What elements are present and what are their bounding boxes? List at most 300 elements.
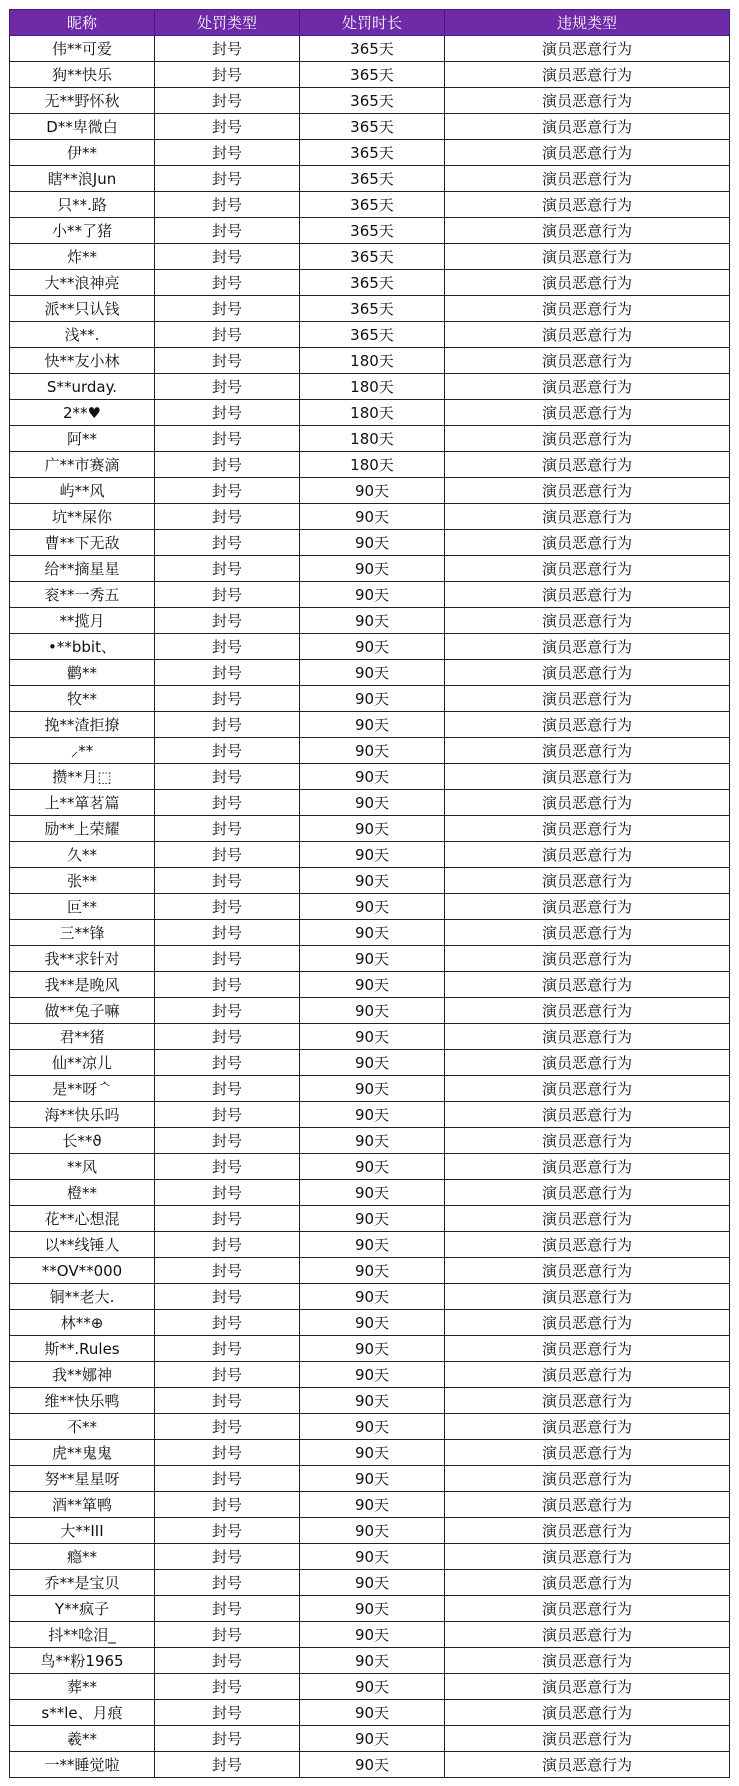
- cell-penalty-duration: 90天: [300, 1440, 445, 1466]
- cell-nickname: 阿**: [10, 426, 155, 452]
- cell-violation-type: 演员恶意行为: [445, 270, 730, 296]
- cell-penalty-duration: 90天: [300, 1570, 445, 1596]
- cell-violation-type: 演员恶意行为: [445, 88, 730, 114]
- cell-violation-type: 演员恶意行为: [445, 946, 730, 972]
- cell-penalty-duration: 90天: [300, 816, 445, 842]
- cell-penalty-duration: 90天: [300, 920, 445, 946]
- cell-penalty-type: 封号: [155, 1050, 300, 1076]
- cell-penalty-duration: 365天: [300, 322, 445, 348]
- table-row: [10, 816, 730, 842]
- cell-penalty-type: 封号: [155, 504, 300, 530]
- cell-violation-type: 演员恶意行为: [445, 1128, 730, 1154]
- cell-penalty-type: 封号: [155, 114, 300, 140]
- cell-violation-type: 演员恶意行为: [445, 1466, 730, 1492]
- table-row: [10, 1596, 730, 1622]
- cell-penalty-duration: 90天: [300, 946, 445, 972]
- cell-penalty-type: 封号: [155, 660, 300, 686]
- cell-nickname: 炸**: [10, 244, 155, 270]
- cell-penalty-type: 封号: [155, 868, 300, 894]
- table-header-row: [10, 10, 730, 36]
- cell-nickname: 浅**.: [10, 322, 155, 348]
- table-row: [10, 478, 730, 504]
- table-row: [10, 1336, 730, 1362]
- cell-penalty-type: 封号: [155, 1258, 300, 1284]
- cell-penalty-type: 封号: [155, 608, 300, 634]
- cell-nickname: 伟**可爱: [10, 36, 155, 62]
- table-row: [10, 556, 730, 582]
- cell-penalty-duration: 180天: [300, 426, 445, 452]
- table-row: [10, 296, 730, 322]
- cell-nickname: 广**市赛滴: [10, 452, 155, 478]
- cell-violation-type: 演员恶意行为: [445, 1310, 730, 1336]
- table-row: [10, 1466, 730, 1492]
- cell-violation-type: 演员恶意行为: [445, 686, 730, 712]
- cell-violation-type: 演员恶意行为: [445, 1648, 730, 1674]
- cell-penalty-type: 封号: [155, 764, 300, 790]
- cell-penalty-type: 封号: [155, 972, 300, 998]
- cell-penalty-type: 封号: [155, 1206, 300, 1232]
- table-row: [10, 1102, 730, 1128]
- cell-penalty-type: 封号: [155, 634, 300, 660]
- cell-penalty-duration: 90天: [300, 998, 445, 1024]
- cell-penalty-type: 封号: [155, 1674, 300, 1700]
- table-row: [10, 36, 730, 62]
- cell-penalty-duration: 90天: [300, 530, 445, 556]
- cell-penalty-type: 封号: [155, 322, 300, 348]
- cell-violation-type: 演员恶意行为: [445, 36, 730, 62]
- cell-violation-type: 演员恶意行为: [445, 166, 730, 192]
- cell-penalty-type: 封号: [155, 1752, 300, 1778]
- cell-nickname: 快**友小林: [10, 348, 155, 374]
- cell-violation-type: 演员恶意行为: [445, 322, 730, 348]
- cell-nickname: 三**锋: [10, 920, 155, 946]
- table-row: [10, 1128, 730, 1154]
- cell-nickname: 不**: [10, 1414, 155, 1440]
- table-row: [10, 374, 730, 400]
- cell-penalty-duration: 90天: [300, 608, 445, 634]
- cell-penalty-type: 封号: [155, 1180, 300, 1206]
- cell-nickname: 是**呀ᄾ: [10, 1076, 155, 1102]
- cell-penalty-duration: 90天: [300, 1700, 445, 1726]
- cell-penalty-type: 封号: [155, 1726, 300, 1752]
- cell-nickname: 牧**: [10, 686, 155, 712]
- cell-violation-type: 演员恶意行为: [445, 1596, 730, 1622]
- cell-nickname: **风: [10, 1154, 155, 1180]
- table-row: [10, 504, 730, 530]
- cell-violation-type: 演员恶意行为: [445, 1544, 730, 1570]
- table-row: [10, 868, 730, 894]
- cell-nickname: 瞎**浪Jun: [10, 166, 155, 192]
- cell-penalty-type: 封号: [155, 452, 300, 478]
- cell-penalty-type: 封号: [155, 1232, 300, 1258]
- cell-nickname: 我**是晚风: [10, 972, 155, 998]
- cell-penalty-duration: 365天: [300, 140, 445, 166]
- table-row: [10, 1518, 730, 1544]
- cell-penalty-duration: 90天: [300, 1726, 445, 1752]
- cell-violation-type: 演员恶意行为: [445, 400, 730, 426]
- header-penalty-type: 处罚类型: [155, 10, 300, 36]
- cell-penalty-type: 封号: [155, 244, 300, 270]
- cell-violation-type: 演员恶意行为: [445, 62, 730, 88]
- table-row: [10, 166, 730, 192]
- table-row: [10, 1440, 730, 1466]
- cell-nickname: 大**III: [10, 1518, 155, 1544]
- table-row: [10, 62, 730, 88]
- table-row: [10, 608, 730, 634]
- cell-penalty-type: 封号: [155, 1414, 300, 1440]
- cell-penalty-type: 封号: [155, 582, 300, 608]
- cell-penalty-duration: 90天: [300, 1284, 445, 1310]
- cell-penalty-duration: 90天: [300, 1180, 445, 1206]
- cell-nickname: 乔**是宝贝: [10, 1570, 155, 1596]
- cell-nickname: 狗**快乐: [10, 62, 155, 88]
- cell-penalty-duration: 90天: [300, 1128, 445, 1154]
- table-row: [10, 686, 730, 712]
- cell-nickname: 曹**下无敌: [10, 530, 155, 556]
- cell-nickname: **OV**000: [10, 1258, 155, 1284]
- cell-penalty-duration: 180天: [300, 400, 445, 426]
- header-violation-type: 违规类型: [445, 10, 730, 36]
- cell-nickname: 我**求针对: [10, 946, 155, 972]
- cell-nickname: 2**♥: [10, 400, 155, 426]
- cell-penalty-duration: 90天: [300, 504, 445, 530]
- cell-violation-type: 演员恶意行为: [445, 1258, 730, 1284]
- table-row: [10, 1622, 730, 1648]
- cell-penalty-duration: 90天: [300, 790, 445, 816]
- cell-nickname: 仙**凉儿: [10, 1050, 155, 1076]
- cell-penalty-duration: 365天: [300, 36, 445, 62]
- cell-violation-type: 演员恶意行为: [445, 790, 730, 816]
- table-row: [10, 530, 730, 556]
- table-row: [10, 452, 730, 478]
- cell-violation-type: 演员恶意行为: [445, 634, 730, 660]
- cell-penalty-duration: 90天: [300, 712, 445, 738]
- table-row: [10, 946, 730, 972]
- cell-nickname: 励**上荣耀: [10, 816, 155, 842]
- table-row: [10, 1154, 730, 1180]
- cell-penalty-duration: 90天: [300, 842, 445, 868]
- cell-penalty-type: 封号: [155, 348, 300, 374]
- table-row: [10, 400, 730, 426]
- cell-penalty-duration: 90天: [300, 1752, 445, 1778]
- cell-penalty-type: 封号: [155, 36, 300, 62]
- cell-penalty-type: 封号: [155, 1622, 300, 1648]
- cell-violation-type: 演员恶意行为: [445, 1050, 730, 1076]
- cell-nickname: 张**: [10, 868, 155, 894]
- cell-nickname: 小**了猪: [10, 218, 155, 244]
- cell-penalty-duration: 90天: [300, 1102, 445, 1128]
- table-row: [10, 1388, 730, 1414]
- cell-penalty-duration: 90天: [300, 660, 445, 686]
- cell-nickname: 君**猪: [10, 1024, 155, 1050]
- cell-nickname: 屿**风: [10, 478, 155, 504]
- table-row: [10, 322, 730, 348]
- cell-penalty-duration: 90天: [300, 1648, 445, 1674]
- cell-penalty-duration: 90天: [300, 738, 445, 764]
- cell-penalty-duration: 90天: [300, 1544, 445, 1570]
- cell-nickname: 衮**一秀五: [10, 582, 155, 608]
- cell-violation-type: 演员恶意行为: [445, 738, 730, 764]
- cell-nickname: 酒**箪鸭: [10, 1492, 155, 1518]
- cell-penalty-type: 封号: [155, 1154, 300, 1180]
- cell-violation-type: 演员恶意行为: [445, 1518, 730, 1544]
- cell-violation-type: 演员恶意行为: [445, 426, 730, 452]
- table-row: [10, 1232, 730, 1258]
- cell-violation-type: 演员恶意行为: [445, 504, 730, 530]
- cell-nickname: 斯**.Rules: [10, 1336, 155, 1362]
- cell-nickname: 以**线锤人: [10, 1232, 155, 1258]
- cell-violation-type: 演员恶意行为: [445, 140, 730, 166]
- table-row: [10, 1544, 730, 1570]
- cell-penalty-duration: 180天: [300, 374, 445, 400]
- cell-penalty-type: 封号: [155, 1284, 300, 1310]
- cell-violation-type: 演员恶意行为: [445, 1284, 730, 1310]
- cell-penalty-type: 封号: [155, 894, 300, 920]
- cell-penalty-type: 封号: [155, 530, 300, 556]
- cell-nickname: 派**只认钱: [10, 296, 155, 322]
- table-row: [10, 842, 730, 868]
- table-row: [10, 920, 730, 946]
- cell-penalty-duration: 365天: [300, 88, 445, 114]
- table-row: [10, 140, 730, 166]
- cell-violation-type: 演员恶意行为: [445, 660, 730, 686]
- cell-penalty-duration: 90天: [300, 1206, 445, 1232]
- cell-nickname: 上**箪茗篇: [10, 790, 155, 816]
- table-row: [10, 1024, 730, 1050]
- cell-violation-type: 演员恶意行为: [445, 1752, 730, 1778]
- table-row: [10, 1700, 730, 1726]
- cell-nickname: 林**⊕: [10, 1310, 155, 1336]
- cell-violation-type: 演员恶意行为: [445, 1622, 730, 1648]
- cell-violation-type: 演员恶意行为: [445, 114, 730, 140]
- cell-penalty-type: 封号: [155, 140, 300, 166]
- cell-penalty-duration: 90天: [300, 1076, 445, 1102]
- cell-penalty-duration: 90天: [300, 634, 445, 660]
- cell-violation-type: 演员恶意行为: [445, 1102, 730, 1128]
- cell-penalty-duration: 90天: [300, 1466, 445, 1492]
- table-row: [10, 1050, 730, 1076]
- cell-penalty-duration: 365天: [300, 218, 445, 244]
- table-row: [10, 1076, 730, 1102]
- cell-violation-type: 演员恶意行为: [445, 192, 730, 218]
- cell-violation-type: 演员恶意行为: [445, 1024, 730, 1050]
- cell-nickname: 铜**老大.: [10, 1284, 155, 1310]
- cell-nickname: 维**快乐鸭: [10, 1388, 155, 1414]
- cell-penalty-type: 封号: [155, 686, 300, 712]
- cell-violation-type: 演员恶意行为: [445, 348, 730, 374]
- table-row: [10, 894, 730, 920]
- table-row: [10, 972, 730, 998]
- cell-violation-type: 演员恶意行为: [445, 1362, 730, 1388]
- cell-violation-type: 演员恶意行为: [445, 374, 730, 400]
- cell-penalty-type: 封号: [155, 192, 300, 218]
- table-row: [10, 348, 730, 374]
- cell-nickname: 攒**月⬚: [10, 764, 155, 790]
- cell-penalty-type: 封号: [155, 998, 300, 1024]
- cell-nickname: 虎**鬼鬼: [10, 1440, 155, 1466]
- cell-violation-type: 演员恶意行为: [445, 452, 730, 478]
- cell-violation-type: 演员恶意行为: [445, 1076, 730, 1102]
- table-row: [10, 1206, 730, 1232]
- cell-violation-type: 演员恶意行为: [445, 1154, 730, 1180]
- cell-penalty-duration: 90天: [300, 1232, 445, 1258]
- table-row: [10, 1752, 730, 1778]
- table-row: [10, 1648, 730, 1674]
- cell-nickname: 给**摘星星: [10, 556, 155, 582]
- cell-penalty-duration: 90天: [300, 1336, 445, 1362]
- table-row: [10, 1180, 730, 1206]
- cell-penalty-type: 封号: [155, 556, 300, 582]
- cell-violation-type: 演员恶意行为: [445, 1440, 730, 1466]
- cell-penalty-type: 封号: [155, 1466, 300, 1492]
- table-row: [10, 738, 730, 764]
- cell-penalty-duration: 90天: [300, 686, 445, 712]
- cell-penalty-type: 封号: [155, 1336, 300, 1362]
- cell-nickname: 伊**: [10, 140, 155, 166]
- cell-penalty-type: 封号: [155, 712, 300, 738]
- cell-penalty-type: 封号: [155, 1128, 300, 1154]
- cell-nickname: 叵**: [10, 894, 155, 920]
- cell-violation-type: 演员恶意行为: [445, 816, 730, 842]
- cell-penalty-type: 封号: [155, 296, 300, 322]
- cell-violation-type: 演员恶意行为: [445, 894, 730, 920]
- cell-penalty-duration: 90天: [300, 582, 445, 608]
- cell-penalty-duration: 90天: [300, 1596, 445, 1622]
- cell-penalty-type: 封号: [155, 1544, 300, 1570]
- cell-violation-type: 演员恶意行为: [445, 1206, 730, 1232]
- cell-penalty-type: 封号: [155, 374, 300, 400]
- cell-penalty-type: 封号: [155, 1700, 300, 1726]
- cell-penalty-type: 封号: [155, 816, 300, 842]
- cell-penalty-type: 封号: [155, 1362, 300, 1388]
- cell-penalty-duration: 90天: [300, 764, 445, 790]
- cell-violation-type: 演员恶意行为: [445, 1726, 730, 1752]
- table-row: [10, 1310, 730, 1336]
- header-nickname: 昵称: [10, 10, 155, 36]
- table-row: [10, 426, 730, 452]
- cell-violation-type: 演员恶意行为: [445, 556, 730, 582]
- cell-penalty-duration: 90天: [300, 1154, 445, 1180]
- cell-nickname: 瘾**: [10, 1544, 155, 1570]
- cell-penalty-type: 封号: [155, 426, 300, 452]
- cell-nickname: 葬**: [10, 1674, 155, 1700]
- cell-violation-type: 演员恶意行为: [445, 530, 730, 556]
- cell-penalty-duration: 90天: [300, 1310, 445, 1336]
- table-row: [10, 244, 730, 270]
- cell-penalty-type: 封号: [155, 1596, 300, 1622]
- cell-penalty-duration: 90天: [300, 1388, 445, 1414]
- cell-violation-type: 演员恶意行为: [445, 1414, 730, 1440]
- cell-penalty-duration: 90天: [300, 1414, 445, 1440]
- cell-nickname: s**le、月痕: [10, 1700, 155, 1726]
- table-row: [10, 1258, 730, 1284]
- cell-nickname: 坑**屎你: [10, 504, 155, 530]
- table-body: [10, 36, 730, 1778]
- cell-violation-type: 演员恶意行为: [445, 842, 730, 868]
- cell-nickname: 长**ϑ: [10, 1128, 155, 1154]
- cell-penalty-type: 封号: [155, 790, 300, 816]
- cell-penalty-type: 封号: [155, 1518, 300, 1544]
- cell-nickname: 做**兔子嘛: [10, 998, 155, 1024]
- cell-penalty-duration: 90天: [300, 868, 445, 894]
- table-row: [10, 712, 730, 738]
- cell-penalty-type: 封号: [155, 1388, 300, 1414]
- cell-nickname: 鹳**: [10, 660, 155, 686]
- cell-nickname: ⸝**: [10, 738, 155, 764]
- table-row: [10, 634, 730, 660]
- cell-violation-type: 演员恶意行为: [445, 1674, 730, 1700]
- cell-nickname: 挽**渣拒撩: [10, 712, 155, 738]
- table-row: [10, 1492, 730, 1518]
- cell-penalty-type: 封号: [155, 166, 300, 192]
- cell-penalty-type: 封号: [155, 1310, 300, 1336]
- cell-penalty-duration: 365天: [300, 270, 445, 296]
- cell-violation-type: 演员恶意行为: [445, 582, 730, 608]
- cell-violation-type: 演员恶意行为: [445, 1232, 730, 1258]
- cell-penalty-duration: 365天: [300, 166, 445, 192]
- cell-penalty-type: 封号: [155, 1648, 300, 1674]
- cell-nickname: 大**浪神亮: [10, 270, 155, 296]
- table-row: [10, 192, 730, 218]
- cell-nickname: D**卑微白: [10, 114, 155, 140]
- cell-penalty-duration: 90天: [300, 478, 445, 504]
- cell-nickname: 羲**: [10, 1726, 155, 1752]
- cell-penalty-type: 封号: [155, 842, 300, 868]
- cell-penalty-type: 封号: [155, 400, 300, 426]
- cell-nickname: **揽月: [10, 608, 155, 634]
- cell-penalty-type: 封号: [155, 1102, 300, 1128]
- cell-violation-type: 演员恶意行为: [445, 218, 730, 244]
- cell-violation-type: 演员恶意行为: [445, 868, 730, 894]
- table-row: [10, 88, 730, 114]
- cell-penalty-duration: 365天: [300, 244, 445, 270]
- cell-penalty-duration: 365天: [300, 114, 445, 140]
- cell-violation-type: 演员恶意行为: [445, 1700, 730, 1726]
- cell-penalty-duration: 90天: [300, 1674, 445, 1700]
- cell-nickname: Y**疯子: [10, 1596, 155, 1622]
- table-row: [10, 1414, 730, 1440]
- table-row: [10, 582, 730, 608]
- cell-penalty-duration: 90天: [300, 1362, 445, 1388]
- cell-penalty-type: 封号: [155, 62, 300, 88]
- cell-penalty-duration: 90天: [300, 1518, 445, 1544]
- table-row: [10, 998, 730, 1024]
- cell-nickname: 海**快乐吗: [10, 1102, 155, 1128]
- table-row: [10, 764, 730, 790]
- cell-penalty-duration: 180天: [300, 452, 445, 478]
- cell-violation-type: 演员恶意行为: [445, 478, 730, 504]
- cell-penalty-type: 封号: [155, 270, 300, 296]
- cell-nickname: 努**星星呀: [10, 1466, 155, 1492]
- cell-violation-type: 演员恶意行为: [445, 920, 730, 946]
- cell-nickname: 抖**唸泪_: [10, 1622, 155, 1648]
- cell-penalty-duration: 90天: [300, 1258, 445, 1284]
- cell-penalty-type: 封号: [155, 738, 300, 764]
- cell-nickname: 花**心想混: [10, 1206, 155, 1232]
- cell-penalty-duration: 365天: [300, 296, 445, 322]
- table-row: [10, 114, 730, 140]
- table-row: [10, 1726, 730, 1752]
- table-row: [10, 1570, 730, 1596]
- cell-penalty-duration: 180天: [300, 348, 445, 374]
- table-row: [10, 790, 730, 816]
- cell-penalty-duration: 365天: [300, 62, 445, 88]
- cell-penalty-type: 封号: [155, 946, 300, 972]
- cell-nickname: 一**睡觉啦: [10, 1752, 155, 1778]
- cell-penalty-type: 封号: [155, 1076, 300, 1102]
- cell-penalty-type: 封号: [155, 1440, 300, 1466]
- cell-penalty-duration: 90天: [300, 1024, 445, 1050]
